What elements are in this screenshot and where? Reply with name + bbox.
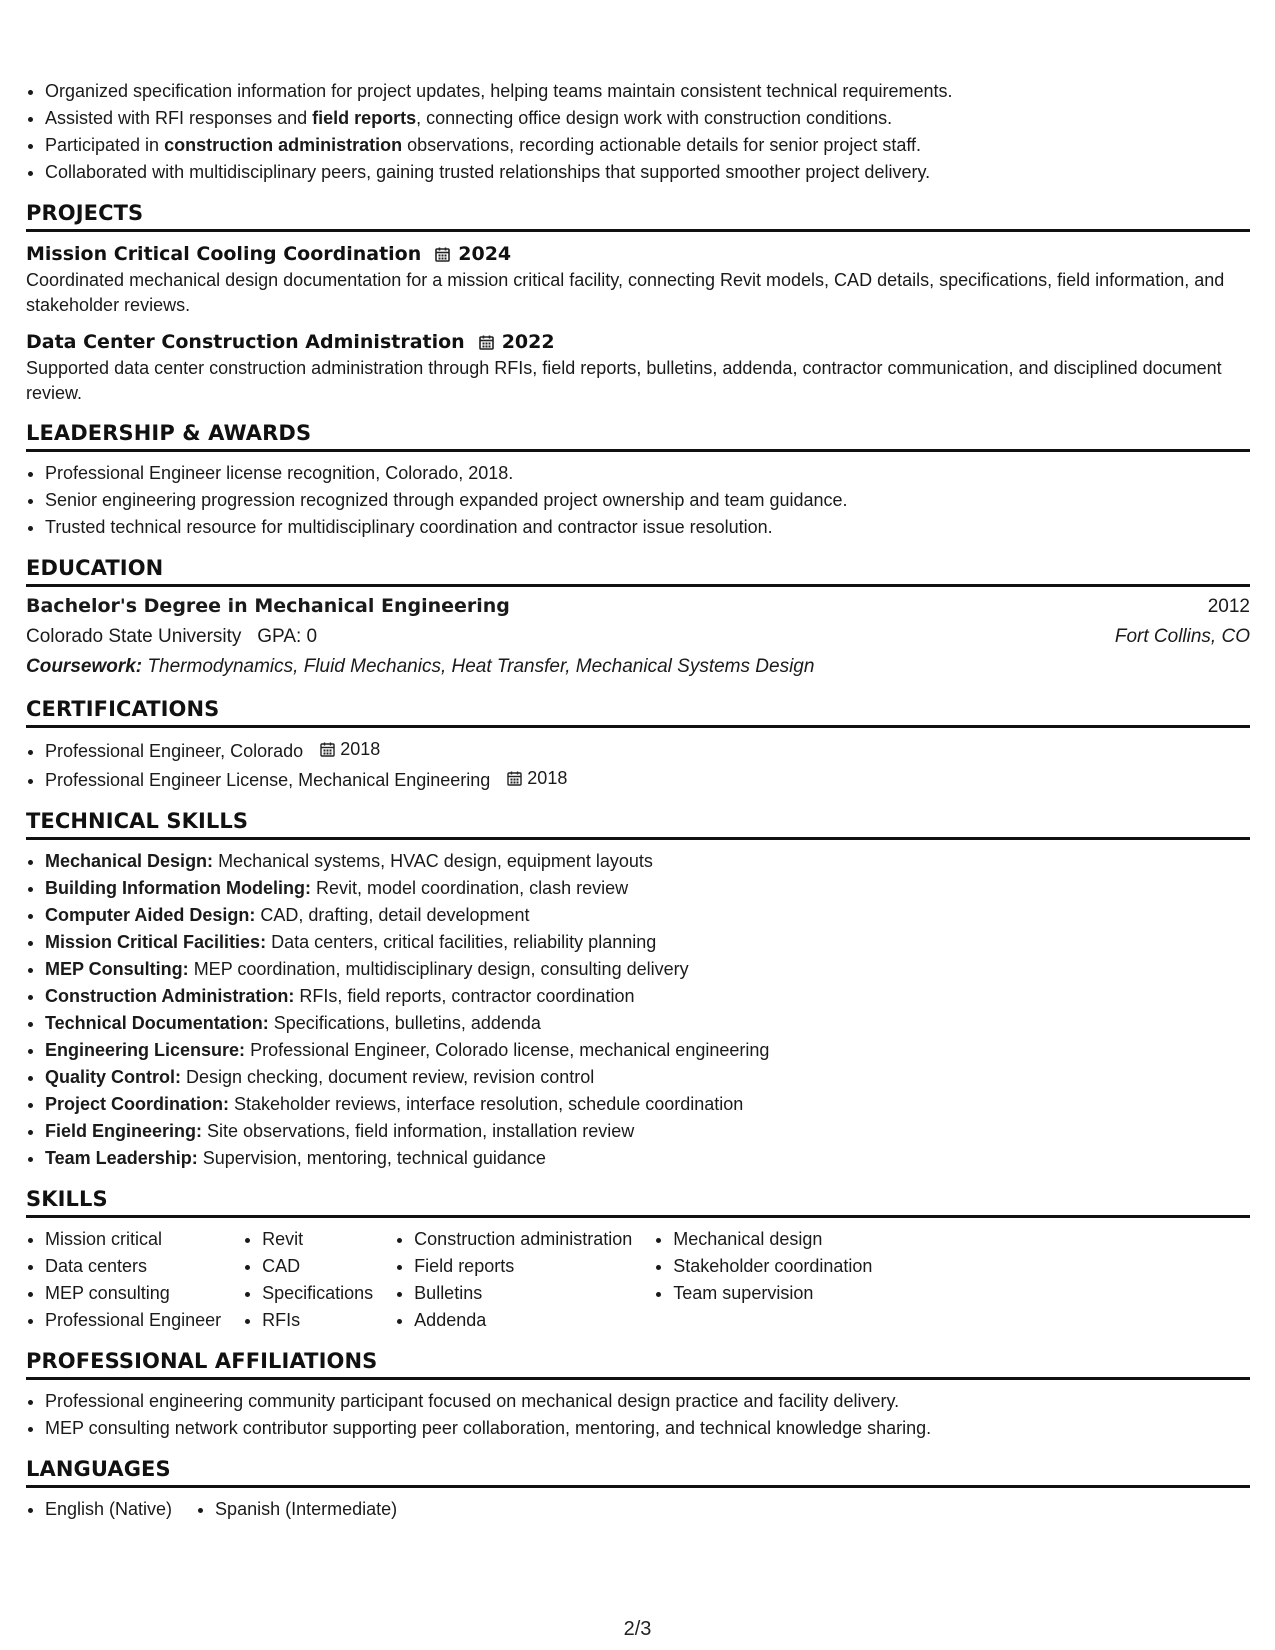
affiliations-section — [26, 1348, 1250, 1442]
skill-item: • Construction administration — [414, 1226, 632, 1253]
technical-skill-item: • Construction Administration: RFIs, field reports, contractor coordination — [45, 983, 1250, 1010]
technical-skill-item: • MEP Consulting: MEP coordination, multidisciplinary design, consulting delivery — [45, 956, 1250, 983]
calendar-icon — [435, 247, 450, 262]
education-degree: Bachelor's Degree in Mechanical Engineering — [26, 595, 510, 617]
skills-column — [26, 1226, 221, 1334]
technical-skill-item: • Computer Aided Design: CAD, drafting, detail development — [45, 902, 1250, 929]
leadership-section — [26, 420, 1250, 541]
experience-bullet: • Organized specification information for project updates, helping teams maintain consistent technical requirements. — [45, 78, 1250, 105]
skill-item: • Stakeholder coordination — [673, 1253, 872, 1280]
skill-item: • RFIs — [262, 1307, 373, 1334]
technical-skill-item: • Quality Control: Design checking, document review, revision control — [45, 1064, 1250, 1091]
skill-item: • Bulletins — [414, 1280, 632, 1307]
education-section — [26, 555, 1250, 682]
section-title-affiliations: PROFESSIONAL AFFILIATIONS — [26, 1348, 1250, 1380]
education-coursework: Coursework: Thermodynamics, Fluid Mechanics, Heat Transfer, Mechanical Systems Design — [26, 656, 815, 677]
leadership-item: • Professional Engineer license recognition, Colorado, 2018. — [45, 460, 1250, 487]
education-school: Colorado State University — [26, 626, 242, 647]
skill-item: • Revit — [262, 1226, 373, 1253]
skill-item: • Field reports — [414, 1253, 632, 1280]
project-name: Data Center Construction Administration — [26, 331, 465, 353]
education-location: Fort Collins, CO — [1114, 626, 1250, 647]
projects-section — [26, 200, 1250, 406]
technical-skill-item: • Mechanical Design: Mechanical systems, HVAC design, equipment layouts — [45, 848, 1250, 875]
technical-skill-item: • Building Information Modeling: Revit, model coordination, clash review — [45, 875, 1250, 902]
experience-bullet: • Participated in construction administration observations, recording actionable details for senior project staff. — [45, 132, 1250, 159]
technical-skill-item: • Mission Critical Facilities: Data centers, critical facilities, reliability planning — [45, 929, 1250, 956]
language-item: • English (Native) — [45, 1496, 172, 1523]
skill-item: • CAD — [262, 1253, 373, 1280]
skills-column — [243, 1226, 373, 1334]
project-year: 2024 — [458, 243, 512, 265]
skill-item: • MEP consulting — [45, 1280, 221, 1307]
calendar-icon — [507, 771, 522, 786]
section-title-technical-skills: TECHNICAL SKILLS — [26, 808, 1250, 840]
project-description: Coordinated mechanical design documentation for a mission critical facility, connecting Revit models, CAD details, specifications, field information, and stakeholder reviews. — [26, 270, 1225, 315]
languages-section — [26, 1456, 1250, 1523]
technical-skill-item: • Project Coordination: Stakeholder reviews, interface resolution, schedule coordination — [45, 1091, 1250, 1118]
skill-item: • Addenda — [414, 1307, 632, 1334]
leadership-item: • Trusted technical resource for multidisciplinary coordination and contractor issue resolution. — [45, 514, 1250, 541]
project-item — [26, 328, 1250, 406]
skill-item: • Professional Engineer — [45, 1307, 221, 1334]
technical-skill-item: • Field Engineering: Site observations, field information, installation review — [45, 1118, 1250, 1145]
experience-bullet: • Collaborated with multidisciplinary peers, gaining trusted relationships that supported smoother project delivery. — [45, 159, 1250, 186]
technical-skill-item: • Engineering Licensure: Professional Engineer, Colorado license, mechanical engineering — [45, 1037, 1250, 1064]
section-title-languages: LANGUAGES — [26, 1456, 1250, 1488]
education-gpa: GPA: 0 — [257, 626, 318, 647]
experience-bullets — [26, 78, 1250, 186]
calendar-icon — [479, 335, 494, 350]
leadership-item: • Senior engineering progression recognized through expanded project ownership and team guidance. — [45, 487, 1250, 514]
education-year: 2012 — [1207, 596, 1250, 617]
skill-item: • Team supervision — [673, 1280, 872, 1307]
section-title-leadership: LEADERSHIP & AWARDS — [26, 420, 1250, 452]
skill-item: • Mechanical design — [673, 1226, 872, 1253]
technical-skill-item: • Technical Documentation: Specifications, bulletins, addenda — [45, 1010, 1250, 1037]
experience-bullet: • Assisted with RFI responses and field reports, connecting office design work with construction conditions. — [45, 105, 1250, 132]
affiliation-item: • MEP consulting network contributor supporting peer collaboration, mentoring, and technical knowledge sharing. — [45, 1415, 1250, 1442]
skill-item: • Mission critical — [45, 1226, 221, 1253]
project-year: 2022 — [501, 331, 555, 353]
technical-skills-section — [26, 808, 1250, 1172]
certifications-section — [26, 696, 1250, 794]
project-description: Supported data center construction administration through RFIs, field reports, bulletins, addenda, contractor communication, and disciplined document review. — [26, 358, 1222, 403]
calendar-icon — [320, 742, 335, 757]
project-name: Mission Critical Cooling Coordination — [26, 243, 422, 265]
section-title-skills: SKILLS — [26, 1186, 1250, 1218]
section-title-certifications: CERTIFICATIONS — [26, 696, 1250, 728]
skill-item: • Specifications — [262, 1280, 373, 1307]
skills-column — [654, 1226, 872, 1334]
skills-grid — [26, 1226, 1250, 1334]
section-title-education: EDUCATION — [26, 555, 1250, 587]
technical-skills-list — [26, 848, 1250, 1172]
section-title-projects: PROJECTS — [26, 200, 1250, 232]
certification-item: • Professional Engineer License, Mechanical Engineering 2018 — [45, 765, 1250, 794]
skills-section — [26, 1186, 1250, 1334]
skills-column — [395, 1226, 632, 1334]
skill-item: • Data centers — [45, 1253, 221, 1280]
resume-page — [26, 78, 1250, 1523]
page-number: 2/3 — [623, 1618, 652, 1640]
technical-skill-item: • Team Leadership: Supervision, mentoring, technical guidance — [45, 1145, 1250, 1172]
affiliation-item: • Professional engineering community participant focused on mechanical design practice and facility delivery. — [45, 1388, 1250, 1415]
certification-item: • Professional Engineer, Colorado 2018 — [45, 736, 1250, 765]
language-item: • Spanish (Intermediate) — [215, 1496, 397, 1523]
project-item — [26, 240, 1250, 318]
